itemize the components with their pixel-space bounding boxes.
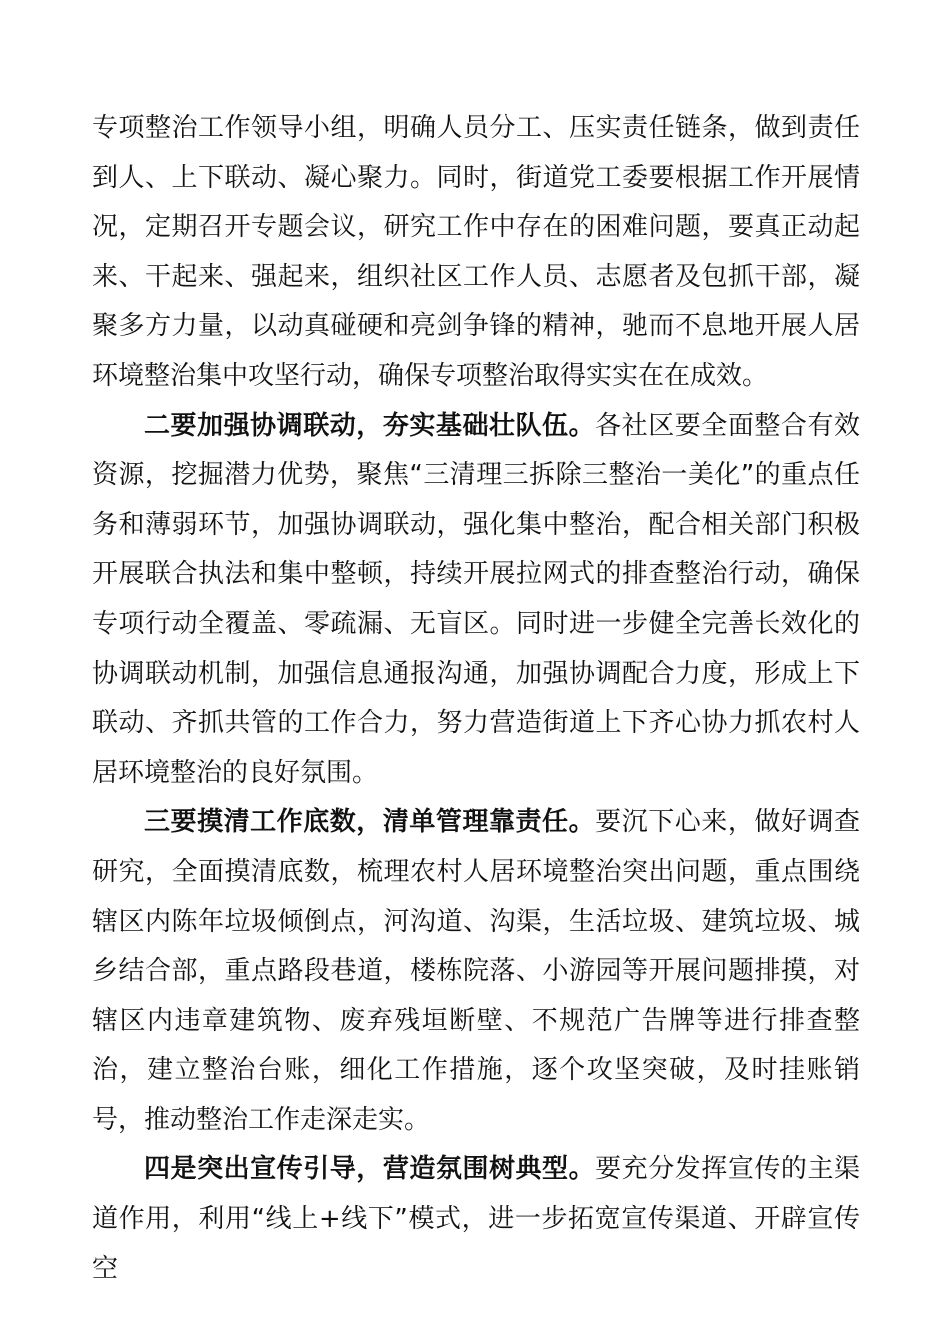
paragraph-2-text: 各社区要全面整合有效资源，挖掘潜力优势，聚焦“三清理三拆除三整治一美化”的重点任务和薄弱环节，加强协调联动，强化集中整治，配合相关部门积极开展联合执法和集中整顿，持续开展拉网式的排查整治行动，确保专项行动全覆盖、零疏漏、无盲区。同时进一步健全完善长效化的协调联动机制，加强信息通报沟通，加强协调配合力度，形成上下联动、齐抓共管的工作合力，努力营造街道上下齐心协力抓农村人居环境整治的良好氛围。: [92, 410, 860, 788]
paragraph-3-text: 要沉下心来，做好调查研究，全面摸清底数，梳理农村人居环境整治突出问题，重点围绕辖区内陈年垃圾倾倒点，河沟道、沟渠，生活垃圾、建筑垃圾、城乡结合部，重点路段巷道，楼栋院落、小游园等开展问题排摸，对辖区内违章建筑物、废弃残垣断壁、不规范广告牌等进行排查整治，建立整治台账，细化工作措施，逐个攻坚突破，及时挂账销号，推动整治工作走深走实。: [92, 807, 860, 1135]
paragraph-3: [92, 798, 860, 1145]
paragraph-4-text: 要充分发挥宣传的主渠道作用，利用“线上+线下”模式，进一步拓宽宣传渠道、开辟宣传空: [92, 1154, 860, 1284]
paragraph-3-heading: 三要摸清工作底数，清单管理靠责任。: [144, 807, 596, 838]
paragraph-2-heading: 二要加强协调联动，夯实基础壮队伍。: [144, 410, 596, 441]
paragraph-4-heading: 四是突出宣传引导，营造氛围树典型。: [144, 1154, 596, 1185]
paragraph-1: [92, 104, 860, 402]
paragraph-4: [92, 1145, 860, 1294]
paragraph-1-text: 专项整治工作领导小组，明确人员分工、压实责任链条，做到责任到人、上下联动、凝心聚力。同时，街道党工委要根据工作开展情况，定期召开专题会议，研究工作中存在的困难问题，要真正动起来、干起来、强起来，组织社区工作人员、志愿者及包抓干部，凝聚多方力量，以动真碰硬和亮剑争锋的精神，驰而不息地开展人居环境整治集中攻坚行动，确保专项整治取得实实在在成效。: [92, 113, 860, 391]
document-body: [92, 104, 860, 1294]
paragraph-2: [92, 402, 860, 799]
